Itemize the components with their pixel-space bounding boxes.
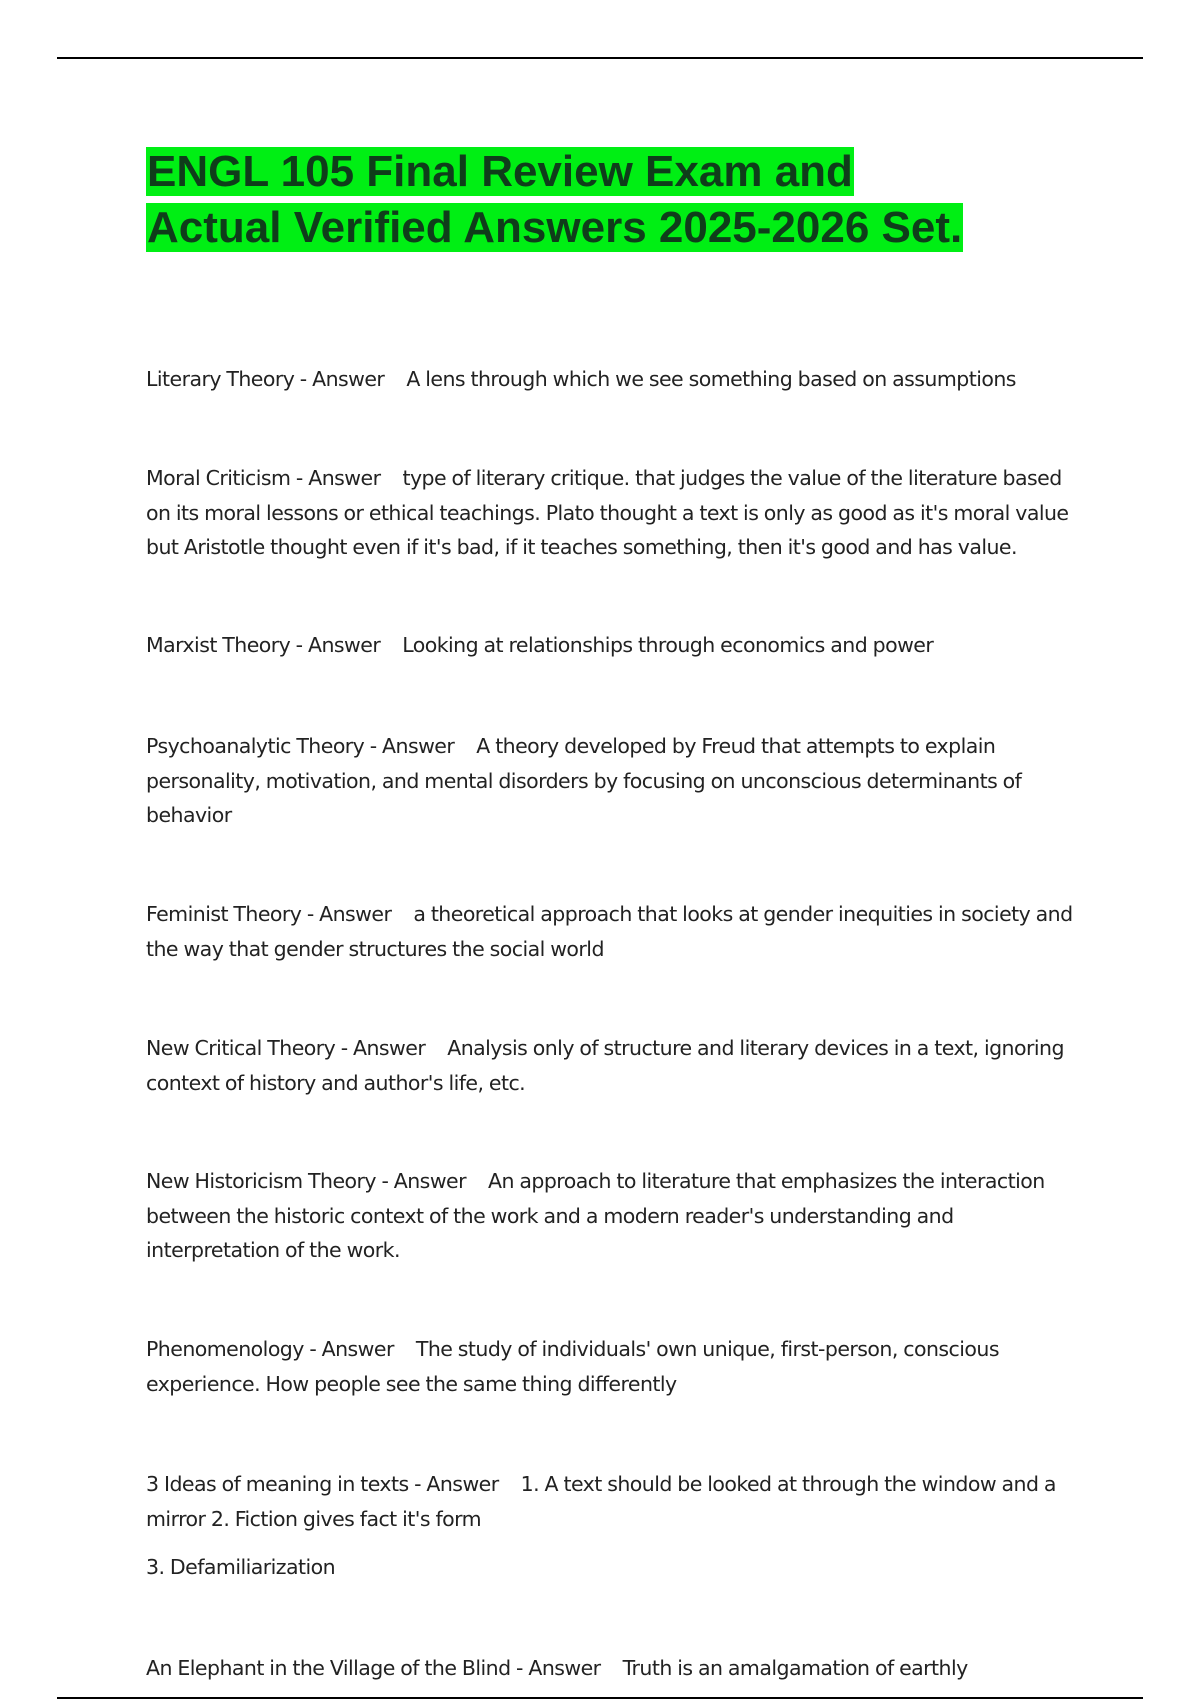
qa-entry-literary-theory xyxy=(146,362,1086,397)
entry-definition: Truth is an amalgamation of earthly xyxy=(622,1656,968,1680)
entry-definition: a theoretical approach that looks at gender inequities in society and the way that gender structures the social world xyxy=(146,902,1073,961)
qa-entry-moral-criticism xyxy=(146,461,1086,565)
qa-entry-new-critical-theory xyxy=(146,1031,1086,1100)
document-title xyxy=(146,144,996,256)
entry-definition: Analysis only of structure and literary devices in a text, ignoring context of history and author's life, etc. xyxy=(146,1036,1064,1095)
entry-definition: A theory developed by Freud that attempts to explain personality, motivation, and mental disorders by focusing on unconscious determinants of behavior xyxy=(146,734,1022,827)
entry-definition: A lens through which we see something based on assumptions xyxy=(406,367,1016,391)
entry-term: New Critical Theory - Answer xyxy=(146,1036,426,1060)
entry-definition: 1. A text should be looked at through the window and a mirror 2. Fiction gives fact it's form xyxy=(146,1472,1056,1531)
qa-entry-psychoanalytic-theory xyxy=(146,729,1086,833)
entry-term: New Historicism Theory - Answer xyxy=(146,1169,466,1193)
entry-definition: 3. Defamiliarization xyxy=(146,1555,336,1579)
entry-term: Marxist Theory - Answer xyxy=(146,633,381,657)
title-block xyxy=(146,144,996,256)
qa-entry-feminist-theory xyxy=(146,897,1086,966)
qa-entry-ideas-of-meaning xyxy=(146,1467,1086,1536)
entry-term: An Elephant in the Village of the Blind - Answer xyxy=(146,1656,601,1680)
entry-term: Literary Theory - Answer xyxy=(146,367,385,391)
qa-entry-marxist-theory xyxy=(146,628,1086,663)
qa-entry-elephant-village xyxy=(146,1651,1086,1686)
qa-entry-ideas-continuation xyxy=(146,1550,1086,1585)
entry-definition: An approach to literature that emphasizes the interaction between the historic context of the work and a modern reader's understanding and interpretation of the work. xyxy=(146,1169,1045,1262)
entry-definition: Looking at relationships through economics and power xyxy=(402,633,934,657)
qa-entry-new-historicism xyxy=(146,1164,1086,1268)
qa-entry-phenomenology xyxy=(146,1332,1086,1401)
entry-term: Psychoanalytic Theory - Answer xyxy=(146,734,455,758)
entry-definition: type of literary critique. that judges the value of the literature based on its moral lessons or ethical teachings. Plato thought a text is only as good as it's moral value but Aristotle thought even if it's bad, if it teaches something, then it's good and has value. xyxy=(146,466,1069,559)
entry-term: Phenomenology - Answer xyxy=(146,1337,394,1361)
bottom-rule xyxy=(57,1697,1143,1699)
entry-term: 3 Ideas of meaning in texts - Answer xyxy=(146,1472,499,1496)
entry-definition: The study of individuals' own unique, first-person, conscious experience. How people see the same thing differently xyxy=(146,1337,999,1396)
entry-term: Feminist Theory - Answer xyxy=(146,902,392,926)
title-highlight: ENGL 105 Final Review Exam and Actual Verified Answers 2025-2026 Set. xyxy=(147,147,963,252)
top-rule xyxy=(57,57,1143,59)
entry-term: Moral Criticism - Answer xyxy=(146,466,381,490)
